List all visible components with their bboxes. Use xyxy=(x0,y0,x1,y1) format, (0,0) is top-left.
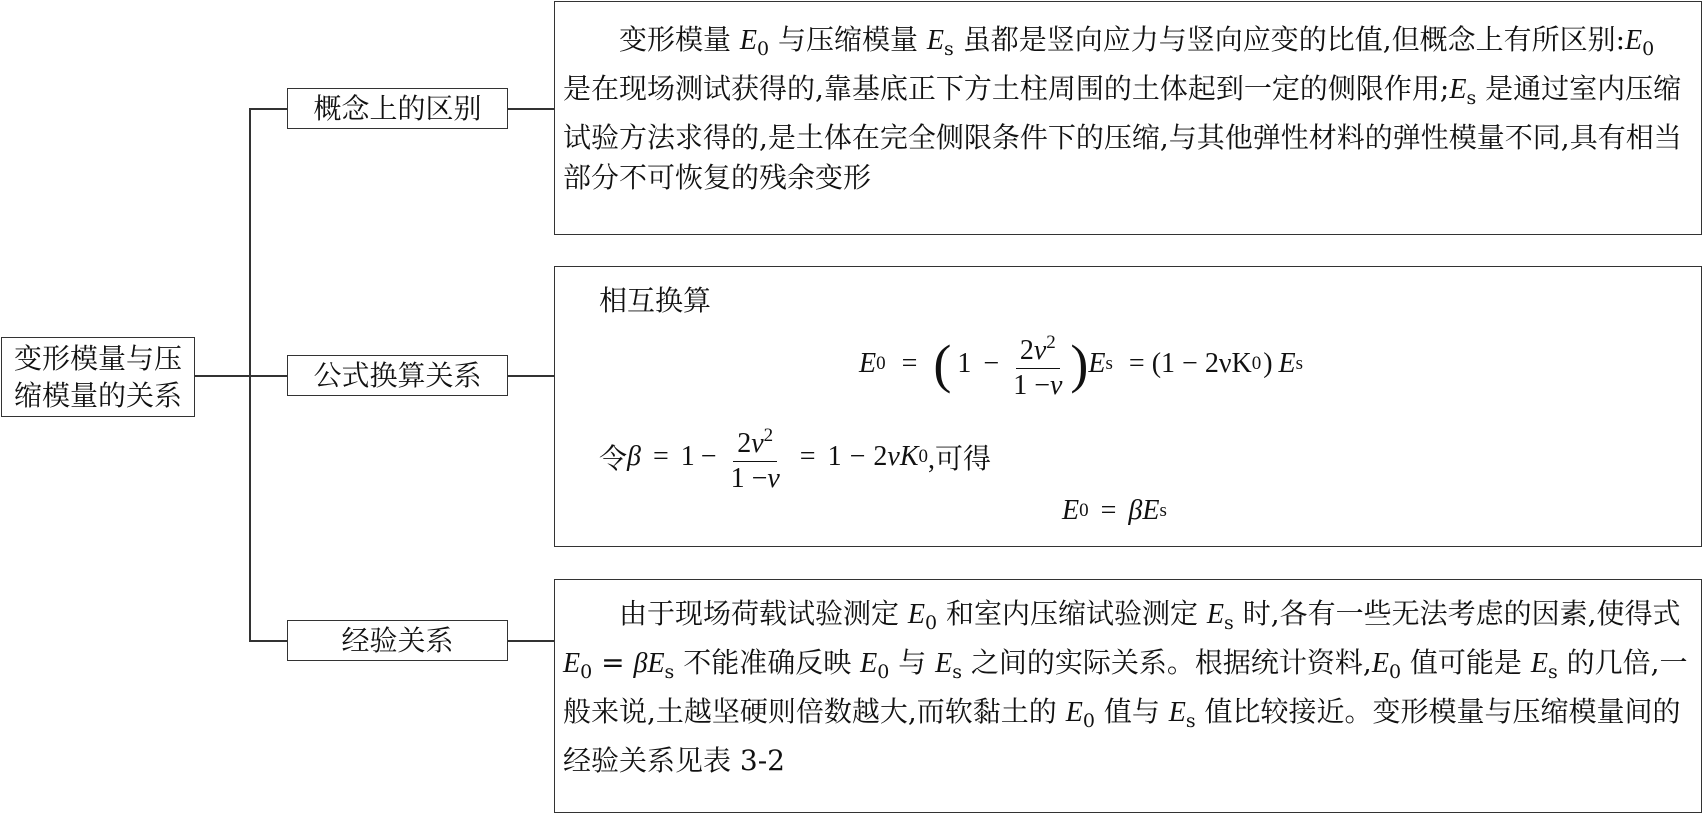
root-node xyxy=(1,337,195,417)
branch-node-concept xyxy=(287,88,508,129)
conversion-equation: E 0 = ( 1 − $\frac{2\nu^2}{1 -\nu}$ ) E s = (1 − 2νK 0 ) E s xyxy=(859,321,1303,407)
empirical-to-text-connector xyxy=(508,640,554,642)
branch-node-formula xyxy=(287,355,508,396)
root-label-line2: 缩模量的关系 xyxy=(13,379,182,412)
concept-to-text-connector xyxy=(508,108,554,110)
empirical-text-box xyxy=(554,579,1702,813)
branch-connector-formula xyxy=(249,375,287,377)
formula-text-box xyxy=(554,266,1702,547)
empirical-paragraph: 由于现场荷载试验测定 $E_0$ 和室内压缩试验测定 $E_s$ 时,各有一些无法考虑的因素,使得式 $E_0 = \beta E_s$ 不能准确反映 $E_0$ 与 $E_s$ 之间的实际关系。根据统计资料$,E_0$ 值可能是 $E_s$ 的几倍,一般来说,土越坚硬则倍数越大,而软黏土的 $E_0$ 值与 $E_s$ 值比较接近。变形模量与压缩模量间的经验关系见表 3-2 xyxy=(563,597,1688,777)
result-equation: E 0 = β E s xyxy=(1062,495,1167,526)
formula-heading: 相互换算 xyxy=(599,284,712,317)
beta-definition: 令 β = 1 − $\frac{2\nu^2}{1 -\nu}$ = 1 − 2 ν K 0 ,可得 xyxy=(599,417,991,497)
branch-node-empirical xyxy=(287,620,508,661)
branch-connector-empirical xyxy=(249,640,287,642)
root-connector xyxy=(194,375,250,377)
root-label-line1: 变形模量与压 xyxy=(13,342,182,375)
concept-label: 概念上的区别 xyxy=(313,92,482,125)
branch-connector-concept xyxy=(249,108,287,110)
concept-paragraph: 变形模量 $E_0$ 与压缩模量 $E_s$ 虽都是竖向应力与竖向应变的比值,但概念上有所区别$:E_0$ 是在现场测试获得的,靠基底正下方土柱周围的土体起到一定的侧限作用$;E_s$ 是通过室内压缩试验方法求得的,是土体在完全侧限条件下的压缩,与其他弹性材料的弹性模量不同,具有相当部分不可恢复的残余变形 xyxy=(563,23,1682,194)
formula-label: 公式换算关系 xyxy=(313,359,482,392)
concept-text-box xyxy=(554,1,1702,235)
formula-to-text-connector xyxy=(508,375,554,377)
empirical-label: 经验关系 xyxy=(341,624,454,657)
